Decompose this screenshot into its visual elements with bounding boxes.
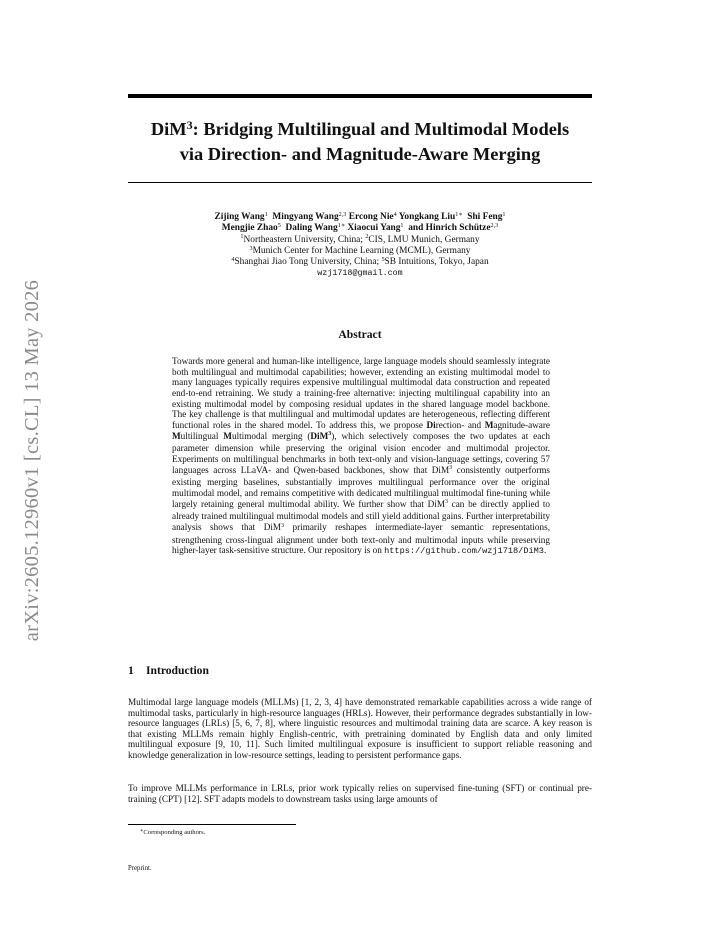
paper-title: DiM$^3$: Bridging Multilingual and Multimodal Models via Direction- and Magnitude-Aware Merging xyxy=(150,118,570,164)
affiliation-line: $^3$Munich Center for Machine Learning (MCML), Germany xyxy=(249,244,471,256)
author-list xyxy=(128,212,592,235)
author: Ercong Nie$^4$ xyxy=(348,210,397,222)
author: Shi Feng$^1$ xyxy=(467,210,506,222)
author: Yongkang Liu$^{1∗}$ xyxy=(398,210,463,222)
repository-link[interactable]: https://github.com/wzj1718/DiM3 xyxy=(384,546,544,557)
footnote: ∗Corresponding authors. xyxy=(140,828,206,836)
abstract-body: Towards more general and human-like intelligence, large language models should seamlessly integrate both multilingual and multimodal capabilities; however, extending an existing multimodal model to many languages typically requires expensive multilingual multimodal data construction and repeated end-to-end retraining. We study a training-free alternative: injecting multilingual capability into an existing multimodal model by composing residual updates in the shared language model backbone. The key challenge is that multilingual and multimodal updates are heterogeneous, reflecting different functional roles in the shared model. To address this, we propose Direction- and Magnitude-aware Multilingual Multimodal merging (DiM$^3$), which selectively composes the two updates at each parameter dimension while preserving the original vision encoder and multimodal projector. Experiments on multilingual benchmarks in both text-only and vision-language settings, covering 57 languages across LLaVA- and Qwen-based backbones, show that DiM$^3$ consistently outperforms existing merging baselines, substantially improves multilingual performance over the original multimodal model, and remains competitive with dedicated multilingual multimodal fine-tuning while largely retaining general multimodal ability. We further show that DiM$^3$ can be directly applied to already trained multilingual multimodal models and still yield additional gains. Further interpretability analysis shows that DiM$^3$ primarily reshapes intermediate-layer semantic representations, strengthening cross-lingual alignment under both text-only and multimodal inputs while preserving higher-layer task-sensitive structure. Our repository is on https://github.com/wzj1718/DiM3. xyxy=(172,356,551,557)
affiliation-line: $^4$Shanghai Jiao Tong University, China; $^5$SB Intuitions, Tokyo, Japan xyxy=(231,255,489,268)
title-bottom-rule xyxy=(128,182,592,183)
author: and Hinrich Schütze$^{2,3}$ xyxy=(408,221,499,234)
title-top-rule xyxy=(128,94,592,98)
intro-paragraph-1: Multimodal large language models (MLLMs) [1, 2, 3, 4] have demonstrated remarkable capabilities across a wide range of multimodal tasks, particularly in high-resource languages (HRLs). However, their performance degrades substantially in low-resource languages (LRLs) [5, 6, 7, 8], where linguistic resources and multimodal training data are scarce. A key reason is that existing MLLMs remain highly English-centric, with pretraining dominated by English data and only limited multilingual exposure [9, 10, 11]. Such limited multilingual exposure is insufficient to support reliable reasoning and knowledge generalization in low-resource settings, leading to persistent performance gaps. xyxy=(128,697,592,760)
intro-paragraph-2: To improve MLLMs performance in LRLs, prior work typically relies on supervised fine-tuning (SFT) or continual pre-training (CPT) [12]. SFT adapts models to downstream tasks using large amounts of xyxy=(128,783,592,804)
section-heading-introduction: 1 Introduction xyxy=(128,664,209,677)
affiliation-line: $^1$Northeastern University, China; $^2$CIS, LMU Munich, Germany xyxy=(240,233,480,245)
author: Zijing Wang$^1$ xyxy=(214,210,268,222)
author-block xyxy=(128,212,592,280)
author: Mengjie Zhao$^5$ xyxy=(221,221,281,234)
footnote-rule xyxy=(128,824,296,825)
arxiv-id: arXiv:2605.12960v1 [cs.CL] 13 May 2026 xyxy=(21,279,44,641)
page-footer: Preprint. xyxy=(128,865,152,872)
arxiv-stamp xyxy=(14,262,52,658)
author: Mingyang Wang$^{2,3}$ xyxy=(272,210,347,222)
abstract-heading: Abstract xyxy=(338,328,382,341)
author: Daling Wang$^{1∗}$ xyxy=(285,221,346,234)
author: Xiaocui Yang$^1$ xyxy=(347,221,404,234)
contact-email[interactable]: wzj1718@gmail.com xyxy=(317,268,403,279)
